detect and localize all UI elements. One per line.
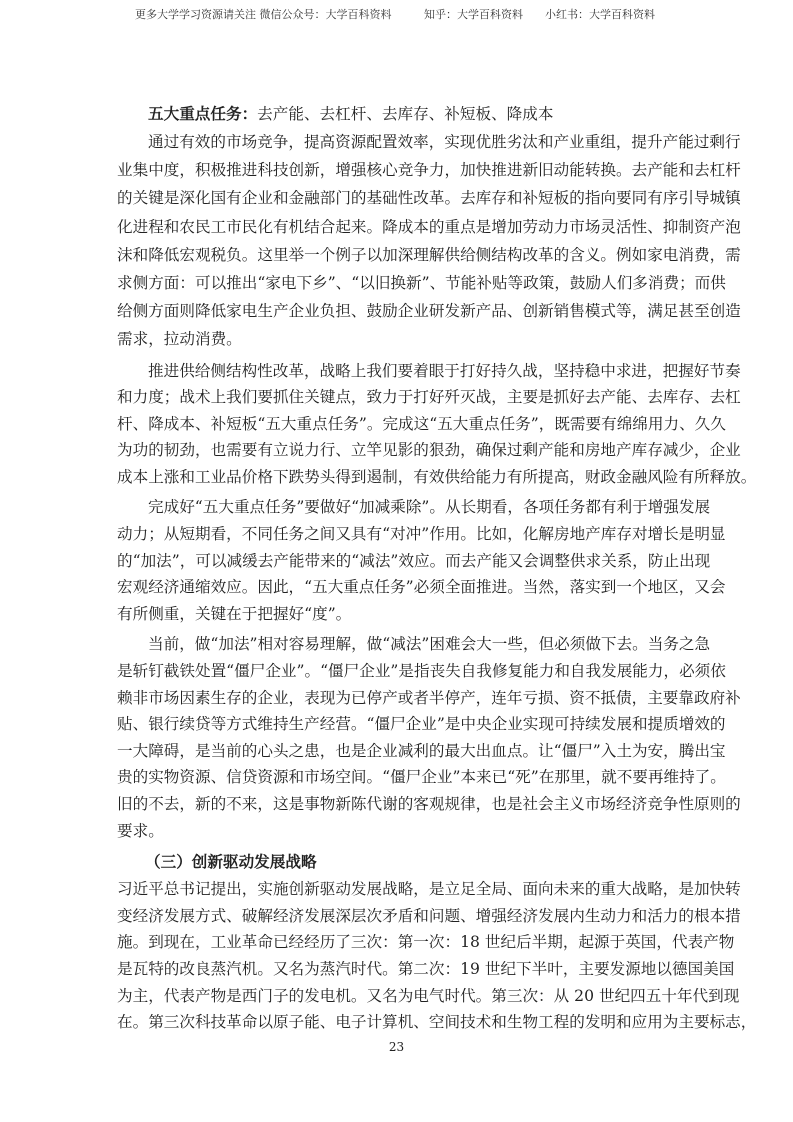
text-line: 化进程和农民工市民化有机结合起来。降成本的重点是增加劳动力市场灵活性、抑制资产泡 <box>117 217 741 236</box>
paragraph <box>117 128 741 354</box>
text-line: 成本上涨和工业品价格下跌势头得到遏制，有效供给能力有所提高，财政金融风险有所释放。 <box>117 467 757 486</box>
text-line: 业集中度，积极推进科技创新，增强核心竞争力，加快推进新旧动能转换。去产能和去杠杆 <box>117 161 741 180</box>
text-line: 赖非市场因素生存的企业，表现为已停产或者半停产，连年亏损、资不抵债，主要靠政府补 <box>117 688 741 707</box>
text-line: 贵的实物资源、信贷资源和市场空间。“僵尸企业”本来已“死”在那里，就不要再维持了。 <box>117 768 726 787</box>
text-line: 为功的韧劲，也需要有立说力行、立竿见影的狠劲，确保过剩产能和房地产库存减少，企业 <box>117 441 741 460</box>
text-line: 完成好“五大重点任务”要做好“加减乘除”。从长期看，各项任务都有利于增强发展 <box>148 498 711 517</box>
header-xiaohongshu-text: 小红书：大学百科资料 <box>545 8 655 21</box>
text-line: 动力；从短期看，不同任务之间又具有“对冲”作用。比如，化解房地产库存对增长是明显 <box>117 525 726 544</box>
text-line: 为主，代表产物是西门子的发电机。又名为电气时代。第三次：从 20 世纪四五十年代到现 <box>117 986 740 1005</box>
section-heading <box>117 100 675 128</box>
text-line: 给侧方面则降低家电生产企业负担、鼓励企业研发新产品、创新销售模式等，满足甚至创造 <box>117 302 741 321</box>
text-line: 变经济发展方式、破解经济发展深层次矛盾和问题、增强经济发展内生动力和活力的根本措 <box>117 906 741 925</box>
text-line: 的关键是深化国有企业和金融部门的基础性改革。去库存和补短板的指向要同有序引导城镇 <box>117 189 741 208</box>
text-line: 习近平总书记提出，实施创新驱动发展战略，是立足全局、面向未来的重大战略，是加快转 <box>117 880 741 899</box>
text-line: 需求，拉动消费。 <box>117 330 242 349</box>
header-follow-text: 更多大学学习资源请关注 微信公众号：大学百科资料 <box>135 8 392 21</box>
text-line: 一大障碍，是当前的心头之患，也是企业减利的最大出血点。让“僵尸”入土为安，腾出宝 <box>117 741 726 760</box>
paragraph <box>117 631 741 844</box>
heading-text: 去产能、去杠杆、去库存、补短板、降成本 <box>257 105 554 123</box>
text-line: 施。到现在，工业革命已经经历了三次：第一次：18 世纪后半期，起源于英国，代表产物 <box>117 933 735 952</box>
text-line: 和力度；战术上我们要抓住关键点，致力于打好歼灭战，主要是抓好去产能、去库存、去杠 <box>117 388 741 407</box>
text-line: 旧的不去，新的不来，这是事物新陈代谢的客观规律，也是社会主义市场经济竞争性原则的 <box>117 795 741 813</box>
text-line: 有所侧重，关键在于把握好“度”。 <box>117 604 352 623</box>
section-title: （三）创新驱动发展战略 <box>145 852 317 872</box>
text-line: 通过有效的市场竞争，提高资源配置效率，实现优胜劣汰和产业重组，提升产能过剩行 <box>148 133 741 151</box>
page-number: 23 <box>388 1040 405 1054</box>
paragraph <box>117 494 726 627</box>
document-body <box>117 100 757 1036</box>
heading-bold-label: 五大重点任务： <box>148 104 258 123</box>
text-line: 要求。 <box>117 821 164 840</box>
text-line: 沫和降低宏观税负。这里举一个例子以加深理解供给侧结构改革的含义。例如家电消费，需 <box>117 245 741 264</box>
section-paragraph <box>117 876 757 1036</box>
text-line: 求侧方面：可以推出“家电下乡”、“以旧换新”、节能补贴等政策，鼓励人们多消费；而供 <box>117 273 726 292</box>
text-line: 是斩钉截铁处置“僵尸企业”。“僵尸企业”是指丧失自我修复能力和自我发展能力，必须依 <box>117 662 726 681</box>
text-line: 贴、银行续贷等方式维持生产经营。“僵尸企业”是中央企业实现可持续发展和提质增效的 <box>117 715 726 734</box>
text-line: 是瓦特的改良蒸汽机。又名为蒸汽时代。第二次：19 世纪下半叶，主要发源地以德国美国 <box>117 959 735 978</box>
text-line: 推进供给侧结构性改革，战略上我们要着眼于打好持久战，坚持稳中求进，把握好节奏 <box>148 361 741 380</box>
text-line: 宏观经济通缩效应。因此，“五大重点任务”必须全面推进。当然，落实到一个地区，又会 <box>117 578 726 597</box>
header-zhihu-text: 知乎：大学百科资料 <box>424 8 523 21</box>
text-line: 当前，做“加法”相对容易理解，做“减法”困难会大一些，但必须做下去。当务之急 <box>148 635 711 654</box>
text-line: 杆、降成本、补短板“五大重点任务”。完成这“五大重点任务”，既需要有绵绵用力、久久 <box>117 414 726 433</box>
paragraph <box>117 358 757 491</box>
text-line: 在。第三次科技革命以原子能、电子计算机、空间技术和生物工程的发明和应用为主要标志， <box>117 1013 757 1032</box>
text-line: 的“加法”，可以减缓去产能带来的“减法”效应。而去产能又会调整供求关系，防止出现 <box>117 551 711 570</box>
